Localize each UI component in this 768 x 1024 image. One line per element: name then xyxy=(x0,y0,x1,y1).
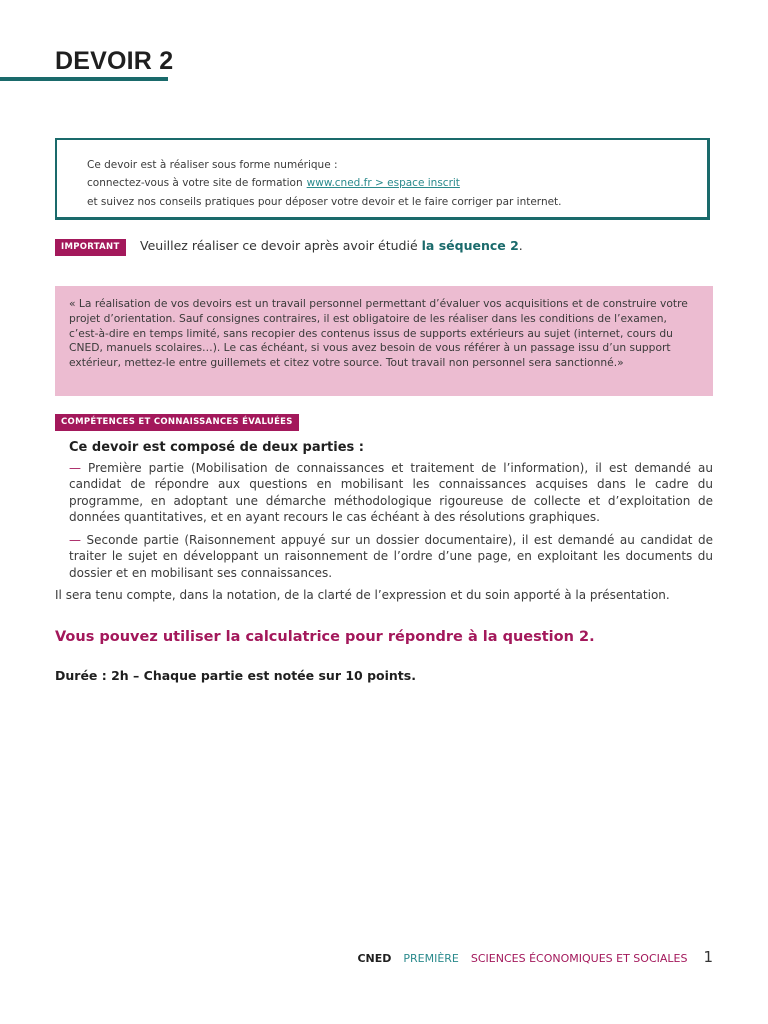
sequence-highlight: la séquence 2 xyxy=(421,238,519,253)
page-footer xyxy=(345,948,713,966)
dash-marker: — xyxy=(69,532,81,547)
duration-notice: Durée : 2h – Chaque partie est notée sur 10 points. xyxy=(55,668,416,683)
important-sentence: Veuillez réaliser ce devoir après avoir étudié xyxy=(140,238,418,253)
honor-statement: « La réalisation de vos devoirs est un travail personnel permettant d’évaluer vos acquisitions et de construire votre projet d’orientation. Sauf consignes contraires, il est obligatoire de les réaliser dans les conditions de l’examen, c’est-à-dire en temps limité, sans recopier des contenus issus de supports extérieurs au sujet (internet, cours du CNED, manuels scolaires…). Le cas échéant, si vous avez besoin de vous référer à un passage issu d’un support extérieur, mettez-le entre guillemets et citez votre source. Tout travail non personnel sera sanctionné.» xyxy=(55,286,713,396)
dash-marker: — xyxy=(69,460,81,475)
page-number: 1 xyxy=(703,948,713,966)
info-line-1: Ce devoir est à réaliser sous forme numérique : xyxy=(87,159,338,171)
info-box xyxy=(55,138,710,220)
part-one xyxy=(69,460,713,526)
title-underline xyxy=(0,77,168,81)
calculator-notice: Vous pouvez utiliser la calculatrice pour répondre à la question 2. xyxy=(55,629,595,645)
competences-body xyxy=(69,440,713,587)
footer-subject: SCIENCES ÉCONOMIQUES ET SOCIALES xyxy=(470,952,688,965)
info-line-3: et suivez nos conseils pratiques pour déposer votre devoir et le faire corriger par internet. xyxy=(87,195,562,208)
important-tag: IMPORTANT xyxy=(55,239,126,256)
footer-brand: CNED xyxy=(357,952,392,965)
presentation-note: Il sera tenu compte, dans la notation, de la clarté de l’expression et du soin apporté à la présentation. xyxy=(55,588,670,602)
cned-link[interactable]: www.cned.fr > espace inscrit xyxy=(306,177,460,190)
important-end: . xyxy=(518,238,523,253)
info-line-2-text: connectez-vous à votre site de formation xyxy=(87,177,303,190)
part-two xyxy=(69,532,713,582)
footer-level: PREMIÈRE xyxy=(403,952,459,965)
important-text xyxy=(140,238,523,253)
info-line-2 xyxy=(87,174,707,192)
competences-tag: COMPÉTENCES ET CONNAISSANCES ÉVALUÉES xyxy=(55,414,299,431)
competences-intro: Ce devoir est composé de deux parties : xyxy=(69,440,364,455)
part-one-text: Première partie (Mobilisation de connaissances et traitement de l’information), il est demandé au candidat de répondre aux questions en mobilisant les connaissances acquises dans le cadre du programme, en adoptant une démarche méthodologique rigoureuse de collecte et d’exploitation de données quantitatives, et en ayant recours le cas échéant à des résolutions graphiques. xyxy=(69,460,713,524)
part-two-text: Seconde partie (Raisonnement appuyé sur un dossier documentaire), il est demandé au candidat de traiter le sujet en développant un raisonnement de l’ordre d’une page, en exploitant les documents du dossier et en mobilisant ses connaissances. xyxy=(69,532,713,580)
page-title: DEVOIR 2 xyxy=(55,47,174,75)
